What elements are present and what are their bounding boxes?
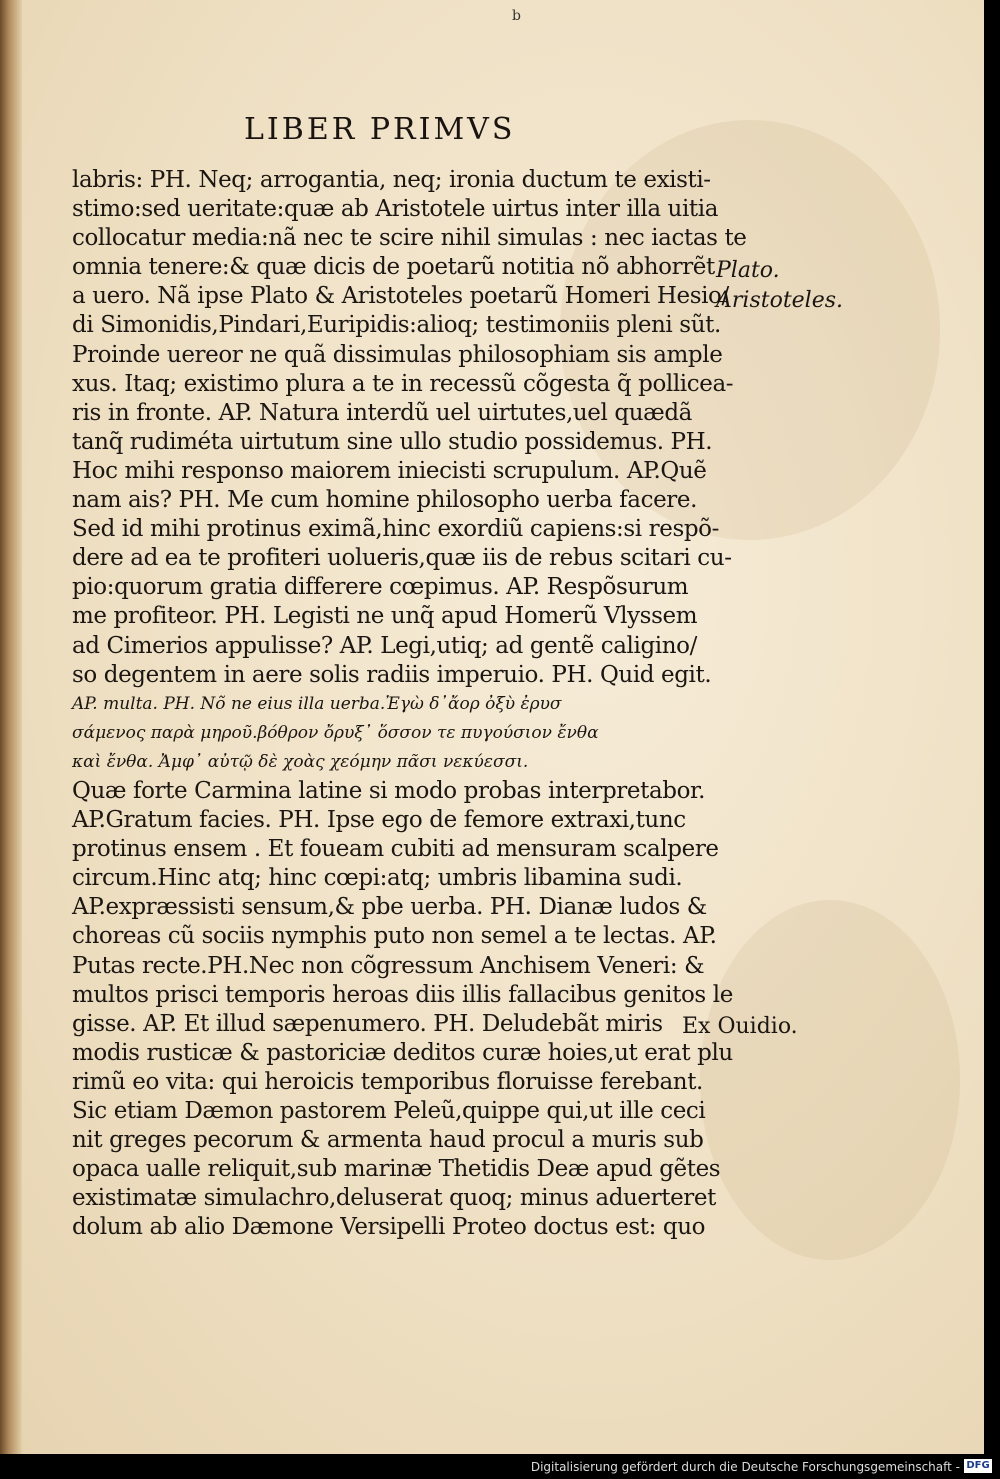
text-line: di Simonidis,Pindari,Euripidis:alioq; testimoniis pleni sũt. — [72, 312, 721, 339]
text-line: xus. Itaq; existimo plura a te in recessũ cõgesta q̃ pollicea- — [72, 370, 734, 397]
margin-note-ovid: Ex Ouidio. — [682, 1014, 798, 1039]
running-head: LIBER PRIMVS — [244, 112, 516, 147]
greek-text-line: καὶ ἔνθα. Ἀμφ᾽ αὐτῷ δὲ χοὰς χεόμην πᾶσι νεκύεσσι. — [72, 751, 529, 772]
margin-note-aristoteles: Aristoteles. — [716, 288, 844, 313]
dfg-logo: DFG — [964, 1459, 992, 1473]
margin-note-plato: Plato. — [716, 258, 780, 283]
text-line: opaca ualle reliquit,sub marinæ Thetidis Deæ apud gẽtes — [72, 1156, 721, 1183]
text-line: collocatur media:nã nec te scire nihil simulas : nec iactas te — [72, 225, 747, 252]
text-line: omnia tenere:& quæ dicis de poetarũ notitia nõ abhorrẽt — [72, 254, 715, 281]
text-line: gisse. AP. Et illud sæpenumero. PH. Deludebãt miris — [72, 1010, 663, 1037]
text-line: modis rusticæ & pastoriciæ deditos curæ hoies,ut erat plu — [72, 1039, 733, 1066]
text-line: tanq̃ rudiméta uirtutum sine ullo studio possidemus. PH. — [72, 428, 713, 455]
text-line: nit greges pecorum & armenta haud procul a muris sub — [72, 1127, 704, 1154]
greek-text-line: AP. multa. PH. Nõ ne eius illa uerba.Ἐγὼ δ᾽ἄορ ὀξὺ ἐρυσ — [72, 693, 562, 714]
text-line: dolum ab alio Dæmone Versipelli Proteo doctus est: quo — [72, 1214, 706, 1241]
text-line: AP.Gratum facies. PH. Ipse ego de femore extraxi,tunc — [72, 807, 686, 834]
text-line: so degentem in aere solis radiis imperuio. PH. Quid egit. — [72, 661, 712, 688]
binding-edge — [0, 0, 22, 1454]
text-line: Putas recte.PH.Nec non cõgressum Anchisem Veneri: & — [72, 952, 705, 979]
text-line: choreas cũ sociis nymphis puto non semel a te lectas. AP. — [72, 923, 717, 950]
text-line: Proinde uereor ne quã dissimulas philosophiam sis ample — [72, 341, 723, 368]
text-line: multos prisci temporis heroas diis illis fallacibus genitos le — [72, 981, 733, 1008]
text-line: protinus ensem . Et foueam cubiti ad mensuram scalpere — [72, 836, 719, 863]
paper-stain — [700, 900, 960, 1260]
text-line: Hoc mihi responso maiorem iniecisti scrupulum. AP.Quẽ — [72, 457, 707, 484]
text-line: labris: PH. Neq; arrogantia, neq; ironia ductum te existi- — [72, 167, 711, 193]
text-line: Sed id mihi protinus eximã,hinc exordiũ capiens:si respõ- — [72, 516, 719, 543]
text-line: me profiteor. PH. Legisti ne unq̃ apud Homerũ Vlyssem — [72, 603, 698, 630]
text-line: dere ad ea te profiteri uolueris,quæ iis de rebus scitari cu- — [72, 545, 732, 572]
text-line: Sic etiam Dæmon pastorem Peleũ,quippe qui,ut ille ceci — [72, 1098, 706, 1124]
text-line: circum.Hinc atq; hinc cœpi:atq; umbris libamina sudi. — [72, 865, 683, 892]
text-line: a uero. Nã ipse Plato & Aristoteles poetarũ Homeri Hesio/ — [72, 283, 729, 310]
text-line: ris in fronte. AP. Natura interdũ uel uirtutes,uel quædã — [72, 399, 692, 426]
text-line: existimatæ simulachro,deluserat quoq; minus aduerteret — [72, 1185, 716, 1212]
text-line: ad Cimerios appulisse? AP. Legi,utiq; ad gentẽ caligino/ — [72, 632, 697, 659]
greek-text-line: σάμενος παρὰ μηροῦ.βόθρον ὄρυξ᾽ ὅσσον τε πυγούσιον ἔνθα — [72, 722, 599, 743]
text-line: Quæ forte Carmina latine si modo probas interpretabor. — [72, 777, 706, 804]
dfg-credit: Digitalisierung gefördert durch die Deutsche Forschungsgemeinschaft - — [530, 1460, 960, 1474]
folio-mark: b — [512, 8, 521, 24]
text-line: AP.expræssisti sensum,& pbe uerba. PH. Dianæ ludos & — [72, 894, 707, 921]
text-line: rimũ eo vita: qui heroicis temporibus floruisse ferebant. — [72, 1068, 703, 1095]
text-line: pio:quorum gratia differere cœpimus. AP. Respõsurum — [72, 574, 689, 601]
text-line: stimo:sed ueritate:quæ ab Aristotele uirtus inter illa uitia — [72, 196, 719, 223]
text-line: nam ais? PH. Me cum homine philosopho uerba facere. — [72, 487, 698, 514]
